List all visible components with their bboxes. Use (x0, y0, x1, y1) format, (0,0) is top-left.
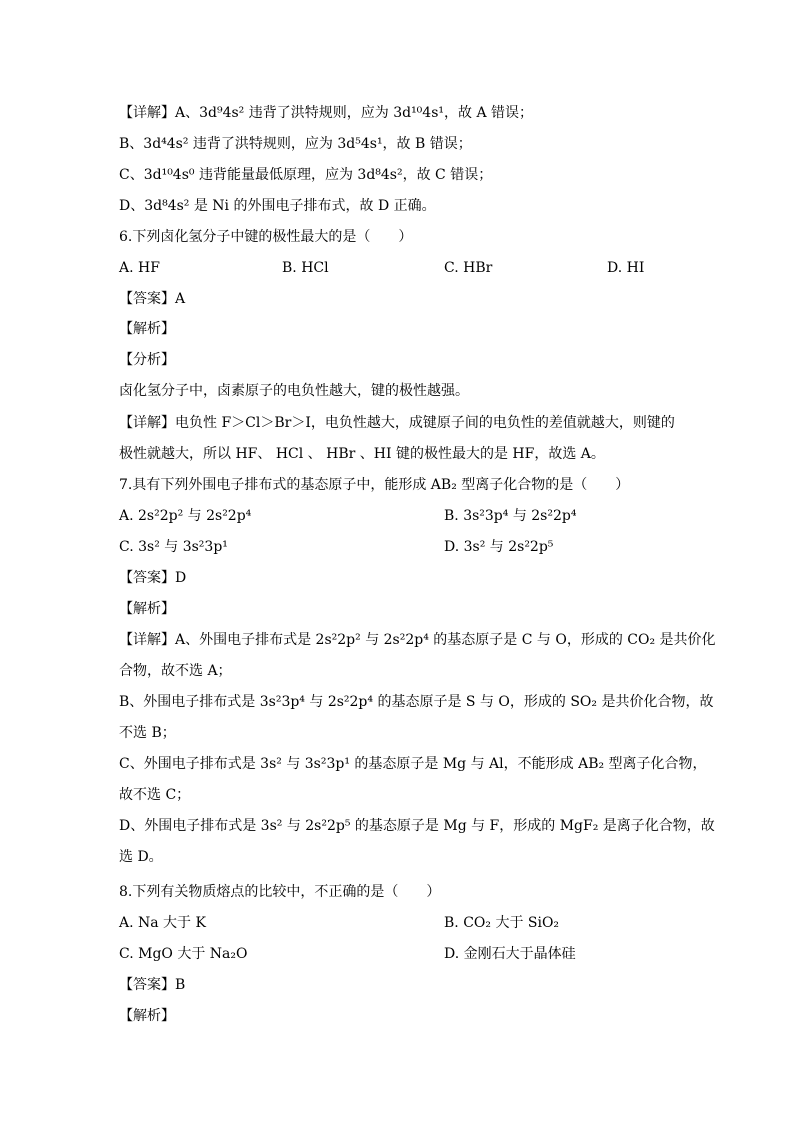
q8-option-c: C. MgO 大于 Na₂O (119, 946, 248, 962)
q6-analysis-heading: 【解析】 (119, 321, 175, 337)
q8-stem: 8.下列有关物质熔点的比较中，不正确的是（ ） (119, 884, 441, 900)
q7-detail-line-6: 故不选 C； (119, 787, 191, 803)
q7-detail-line-5: C、外围电子排布式是 3s² 与 3s²3p¹ 的基态原子是 Mg 与 Al，不能形成 AB₂ 型离子化合物， (119, 756, 707, 772)
q7-detail-line-1: 【详解】A、外围电子排布式是 2s²2p² 与 2s²2p⁴ 的基态原子是 C 与 O，形成的 CO₂ 是共价化 (119, 632, 716, 648)
q8-option-d: D. 金刚石大于晶体硅 (444, 946, 576, 962)
q6-fenxi-heading: 【分析】 (119, 352, 175, 368)
q5-detail-b: B、3d⁴4s² 违背了洪特规则，应为 3d⁵4s¹，故 B 错误； (119, 136, 472, 152)
q6-option-c: C. HBr (444, 260, 493, 276)
q8-option-a: A. Na 大于 K (119, 915, 206, 931)
q6-answer: 【答案】A (119, 291, 186, 307)
q7-detail-line-4: 不选 B； (119, 725, 176, 741)
q7-option-b: B. 3s²3p⁴ 与 2s²2p⁴ (444, 508, 577, 524)
q7-analysis-heading: 【解析】 (119, 601, 175, 617)
q8-answer: 【答案】B (119, 977, 186, 993)
q7-detail-line-7: D、外围电子排布式是 3s² 与 2s²2p⁵ 的基态原子是 Mg 与 F，形成的 MgF₂ 是离子化合物，故 (119, 818, 715, 834)
q8-analysis-heading: 【解析】 (119, 1008, 175, 1024)
q5-detail-a: 【详解】A、3d⁹4s² 违背了洪特规则，应为 3d¹⁰4s¹，故 A 错误； (119, 105, 534, 121)
q7-detail-line-8: 选 D。 (119, 849, 163, 865)
q6-detail-line-2: 极性就越大，所以 HF、 HCl 、 HBr 、HI 键的极性最大的是 HF，故选 A。 (119, 446, 605, 462)
q7-detail-line-2: 合物，故不选 A； (119, 663, 232, 679)
q7-option-c: C. 3s² 与 3s²3p¹ (119, 539, 228, 555)
q7-detail-line-3: B、外围电子排布式是 3s²3p⁴ 与 2s²2p⁴ 的基态原子是 S 与 O，形成的 SO₂ 是共价化合物，故 (119, 694, 714, 710)
q5-detail-d: D、3d⁸4s² 是 Ni 的外围电子排布式，故 D 正确。 (119, 198, 436, 214)
q7-option-d: D. 3s² 与 2s²2p⁵ (444, 539, 554, 555)
q6-option-a: A. HF (119, 260, 160, 276)
q7-option-a: A. 2s²2p² 与 2s²2p⁴ (119, 508, 252, 524)
q8-option-b: B. CO₂ 大于 SiO₂ (444, 915, 560, 931)
q6-detail-line-1: 【详解】电负性 F＞Cl＞Br＞I，电负性越大，成键原子间的电负性的差值就越大，则键的 (119, 415, 675, 431)
q5-detail-c: C、3d¹⁰4s⁰ 违背能量最低原理，应为 3d⁸4s²，故 C 错误； (119, 167, 493, 183)
q6-option-b: B. HCl (282, 260, 329, 276)
q7-stem: 7.具有下列外围电子排布式的基态原子中，能形成 AB₂ 型离子化合物的是（ ） (119, 477, 630, 493)
q6-fenxi-text: 卤化氢分子中，卤素原子的电负性越大，键的极性越强。 (119, 383, 469, 399)
q6-option-d: D. HI (607, 260, 645, 276)
q6-stem: 6.下列卤化氢分子中键的极性最大的是（ ） (119, 229, 413, 245)
q7-answer: 【答案】D (119, 570, 187, 586)
